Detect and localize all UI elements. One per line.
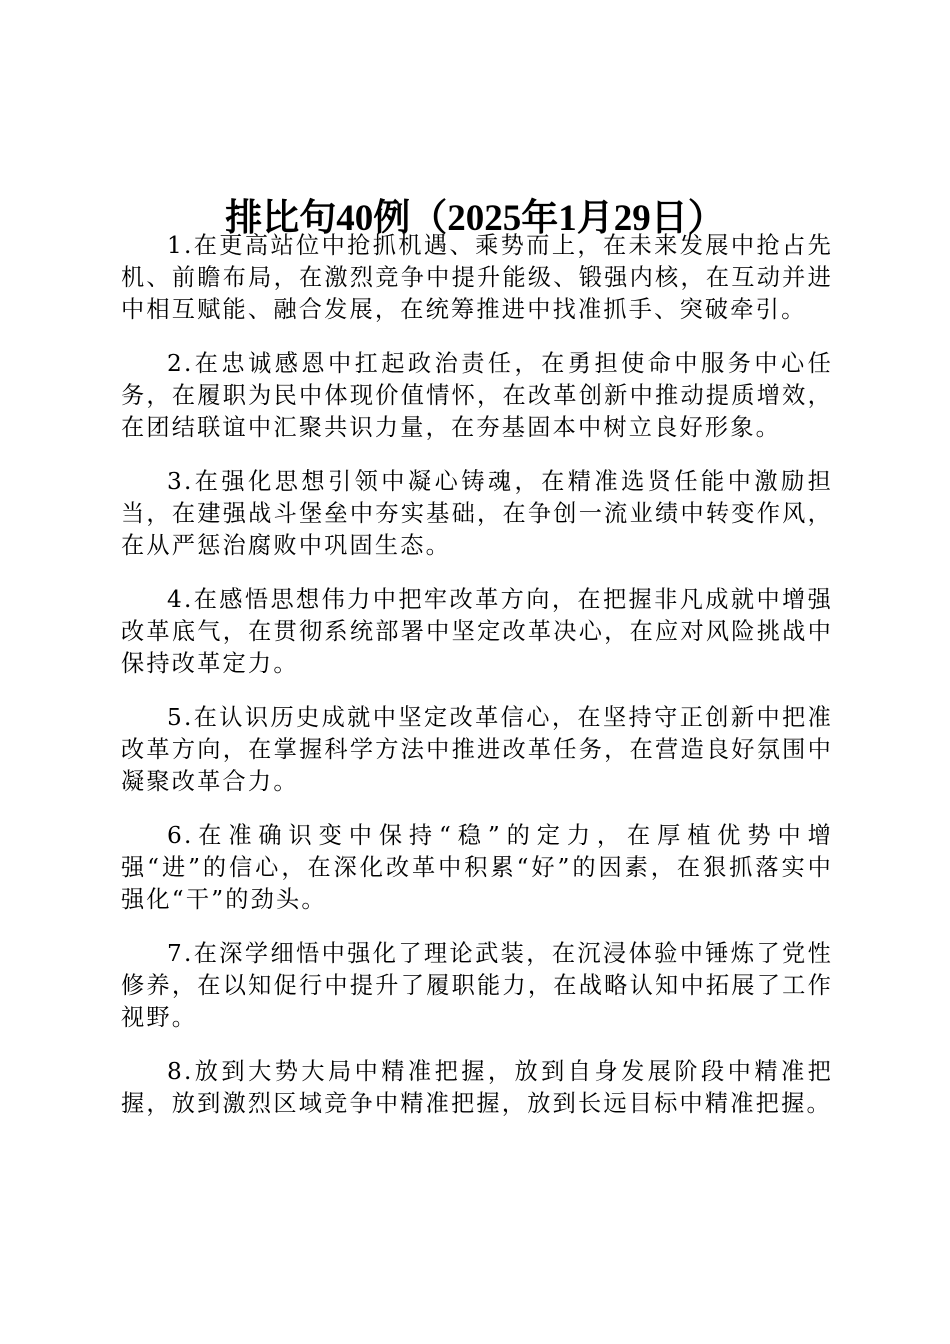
paragraph-4: 4.在感悟思想伟力中把牢改革方向，在把握非凡成就中增强改革底气，在贯彻系统部署中坚定改革决心，在应对风险挑战中保持改革定力。 — [121, 586, 833, 677]
title-count: 40 — [336, 197, 374, 239]
title-month: 1 — [558, 197, 577, 239]
paragraph-3: 3.在强化思想引领中凝心铸魂，在精准选贤任能中激励担当，在建强战斗堡垒中夯实基础，在争创一流业绩中转变作风，在从严惩治腐败中巩固生态。 — [121, 468, 833, 559]
title-year: 2025 — [447, 197, 522, 239]
title-text: 例（ — [373, 194, 448, 239]
paragraph-6: 6.在准确识变中保持“稳”的定力，在厚植优势中增强“进”的信心，在深化改革中积累“好”的因素，在狠抓落实中强化“干”的劲头。 — [121, 822, 833, 913]
paragraph-5: 5.在认识历史成就中坚定改革信心，在坚持守正创新中把准改革方向，在掌握科学方法中推进改革任务，在营造良好氛围中凝聚改革合力。 — [121, 704, 833, 795]
title-text: 排比句 — [225, 194, 337, 239]
title-text: 日） — [650, 194, 725, 239]
paragraph-2: 2.在忠诚感恩中扛起政治责任，在勇担使命中服务中心任务，在履职为民中体现价值情怀，在改革创新中推动提质增效，在团结联谊中汇聚共识力量，在夯基固本中树立良好形象。 — [121, 350, 833, 441]
document-body — [121, 230, 833, 1142]
paragraph-1: 1.在更高站位中抢抓机遇、乘势而上，在未来发展中抢占先机、前瞻布局，在激烈竞争中提升能级、锻强内核，在互动并进中相互赋能、融合发展，在统筹推进中找准抓手、突破牵引。 — [121, 232, 833, 323]
title-day: 29 — [613, 197, 651, 239]
title-text: 月 — [576, 194, 614, 239]
paragraph-7: 7.在深学细悟中强化了理论武装，在沉浸体验中锤炼了党性修养，在以知促行中提升了履职能力，在战略认知中拓展了工作视野。 — [121, 940, 833, 1031]
paragraph-8: 8.放到大势大局中精准把握，放到自身发展阶段中精准把握，放到激烈区域竞争中精准把握，放到长远目标中精准把握。 — [121, 1058, 833, 1117]
title-text: 年 — [521, 194, 559, 239]
